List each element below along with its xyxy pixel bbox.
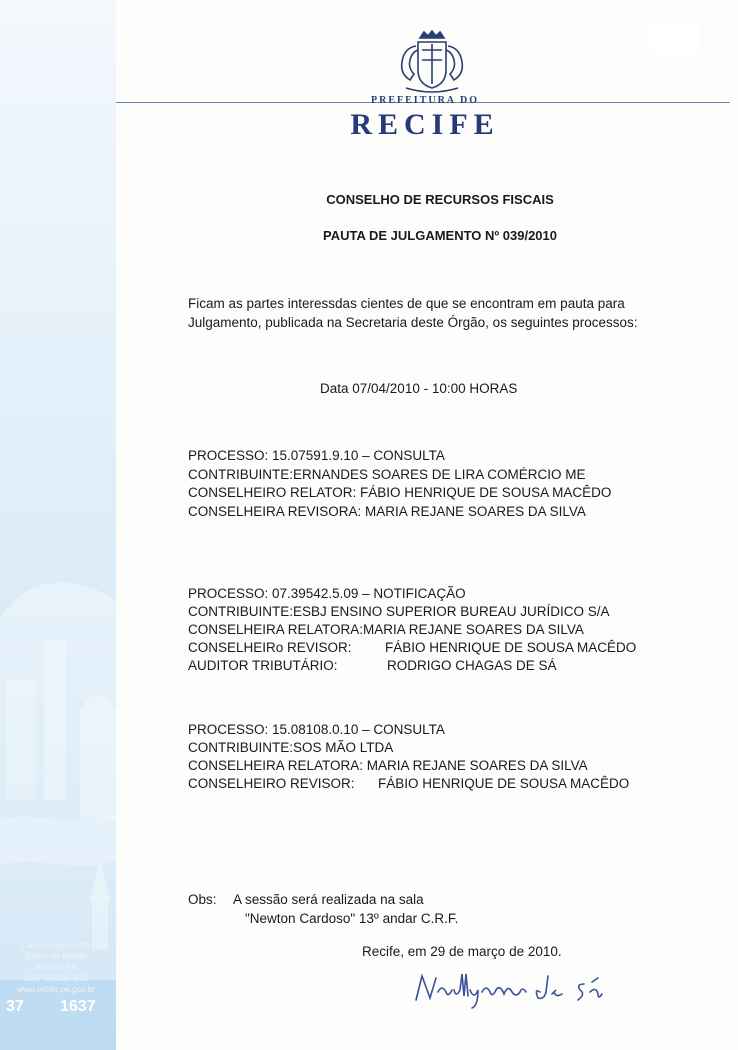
document-heading: CONSELHO DE RECURSOS FISCAIS [326,192,554,207]
coat-of-arms-icon [394,30,470,96]
obs-text: A sessão será realizada na sala [233,892,424,907]
document-subheading: PAUTA DE JULGAMENTO Nº 039/2010 [323,228,557,243]
intro-line: Ficam as partes interessdas cientes de que se encontram em pauta para [188,296,625,311]
logo-name: RECIFE [350,108,500,141]
year-left: 37 [6,998,24,1015]
address-line: Recife - PE [34,962,78,972]
city-skyline-watermark [0,560,116,980]
session-date: Data 07/04/2010 - 10:00 HORAS [320,381,518,396]
address-line: Cais do Apolo,925 [21,940,91,950]
obs-label: Obs: [188,892,217,907]
handwritten-signature [408,970,658,1010]
obs-room: "Newton Cardoso" 13º andar C.R.F. [245,911,459,926]
address-line: Bairro do Recife [25,951,87,961]
address-line: CEP 50.030-903 [24,973,88,983]
institution-address [0,940,112,995]
letterhead-sidebar [0,0,116,1050]
place-date: Recife, em 29 de março de 2010. [362,944,562,959]
logo-subtitle: PREFEITURA DO [371,95,479,106]
year-right: 1637 [60,998,96,1015]
corner-patch [650,22,700,54]
founding-years [4,996,114,1018]
website-text: www.recife.pe.gov.br [16,984,96,994]
intro-line: Julgamento, publicada na Secretaria deste Órgão, os seguintes processos: [188,315,638,330]
